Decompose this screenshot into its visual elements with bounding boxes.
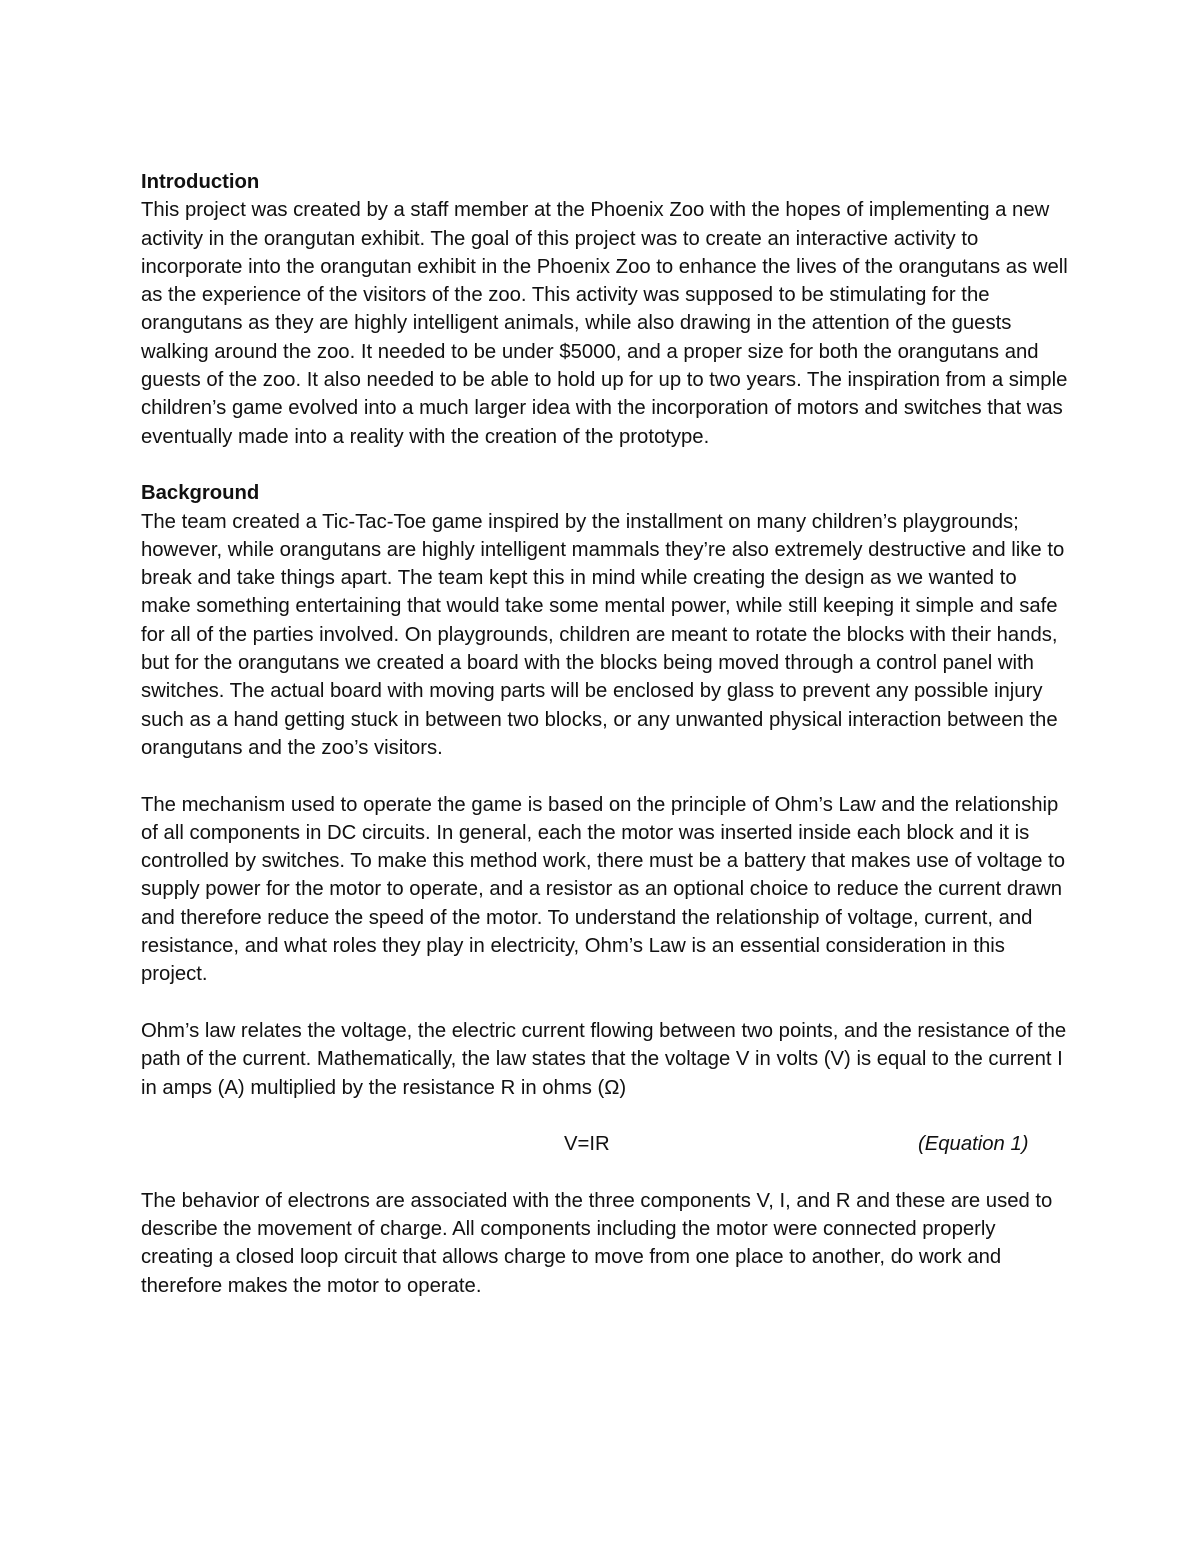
document-page — [141, 168, 1071, 1300]
background-paragraph-1: The team created a Tic-Tac-Toe game inspired by the installment on many children’s playgrounds; however, while orangutans are highly intelligent mammals they’re also extremely destructive and like to break and take things apart. The team kept this in mind while creating the design as we wanted to make something entertaining that would take some mental power, while still keeping it simple and safe for all of the parties involved. On playgrounds, children are meant to rotate the blocks with their hands, but for the orangutans we created a board with the blocks being moved through a control panel with switches. The actual board with moving parts will be enclosed by glass to prevent any possible injury such as a hand getting stuck in between two blocks, or any unwanted physical interaction between the orangutans and the zoo’s visitors. — [141, 510, 1065, 759]
introduction-paragraph: This project was created by a staff member at the Phoenix Zoo with the hopes of implementing a new activity in the orangutan exhibit. The goal of this project was to create an interactive activity to incorporate into the orangutan exhibit in the Phoenix Zoo to enhance the lives of the orangutans as well as the experience of the visitors of the zoo. This activity was supposed to be stimulating for the orangutans as they are highly intelligent animals, while also drawing in the attention of the guests walking around the zoo. It needed to be under $5000, and a proper size for both the orangutans and guests of the zoo. It also needed to be able to hold up for up to two years. The inspiration from a simple children’s game evolved into a much larger idea with the incorporation of motors and switches that was eventually made into a reality with the creation of the prototype. — [141, 199, 1068, 448]
equation-line — [141, 1130, 1071, 1158]
section-spacer — [141, 451, 1071, 479]
background-paragraph-3: Ohm’s law relates the voltage, the electric current flowing between two points, and the resistance of the path of the current. Mathematically, the law states that the voltage V in volts (V) is equal to the current I in amps (A) multiplied by the resistance R in ohms (Ω) — [141, 1019, 1067, 1099]
background-closing-paragraph: The behavior of electrons are associated with the three components V, I, and R and these are used to describe the movement of charge. All components including the motor were connected properly creating a closed loop circuit that allows charge to move from one place to another, do work and therefore makes the motor to operate. — [141, 1189, 1053, 1297]
background-heading: Background — [141, 482, 260, 505]
paragraph-spacer — [141, 1158, 1071, 1186]
introduction-heading: Introduction — [141, 171, 260, 193]
paragraph-spacer — [141, 989, 1071, 1017]
paragraph-spacer — [141, 762, 1071, 790]
background-paragraph-2: The mechanism used to operate the game is based on the principle of Ohm’s Law and the relationship of all components in DC circuits. In general, each the motor was inserted inside each block and it is controlled by switches. To make this method work, there must be a battery that makes use of voltage to supply power for the motor to operate, and a resistor as an optional choice to reduce the current drawn and therefore reduce the speed of the motor. To understand the relationship of voltage, current, and resistance, and what roles they play in electricity, Ohm’s Law is an essential consideration in this project. — [141, 793, 1066, 986]
equation-label: (Equation 1) — [918, 1133, 1029, 1156]
equation-formula: V=IR — [564, 1133, 610, 1156]
paragraph-spacer — [141, 1102, 1071, 1130]
